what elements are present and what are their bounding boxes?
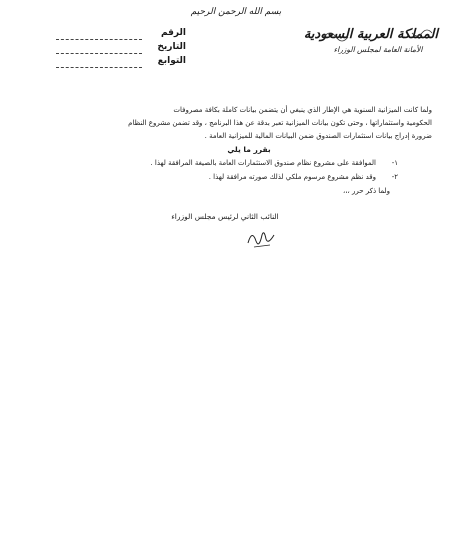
signature-icon <box>244 227 280 249</box>
item-text: وقد نظم مشروع مرسوم ملكي لذلك صورته مرافقة لهذا . <box>208 173 376 181</box>
number-label: الرقم <box>160 28 186 38</box>
number-line <box>56 39 142 40</box>
item-text: الموافقة على مشروع نظام صندوق الاستثمارات العامة بالصيغة المرافقة لهذا . <box>150 159 376 167</box>
attachments-field <box>56 56 186 70</box>
attachments-label: التوابع <box>157 56 186 66</box>
letterhead-subtitle: الأمانة العامة لمجلس الوزراء <box>333 45 423 54</box>
resolution-heading: بقرر ما يلي <box>227 145 271 154</box>
number-field <box>56 28 186 42</box>
body-line: ضرورة إدراج بيانات استثمارات الصندوق ضمن البيانات المالية للميزانية العامة . <box>204 132 432 140</box>
attachments-line <box>56 67 142 68</box>
basmala: بسم الله الرحمن الرحيم <box>190 7 282 17</box>
closing-line: ولما ذكر حرر ،،، <box>342 187 390 195</box>
date-field <box>56 42 186 56</box>
item-number: ٢- <box>391 173 398 181</box>
letterhead <box>303 27 438 69</box>
date-label: التاريخ <box>157 42 186 52</box>
letterhead-flourish-icon <box>303 27 438 69</box>
signatory-title: النائب الثاني لرئيس مجلس الوزراء <box>171 212 279 221</box>
item-number: ١- <box>391 159 398 167</box>
date-line <box>56 53 142 54</box>
body-line: ولما كانت الميزانية السنوية هي الإطار الذي ينبغي أن يتضمن بيانات كاملة بكافة مصروفات <box>173 106 432 114</box>
body-paragraph <box>46 104 432 143</box>
body-line: الحكومية واستثماراتها ، وحتى تكون بيانات الميزانية تعبر بدقة عن هذا البرنامج ، وقد تضمن مشروع النظام <box>128 119 432 127</box>
letterhead-name: المملكة العربية السعودية <box>303 27 438 42</box>
